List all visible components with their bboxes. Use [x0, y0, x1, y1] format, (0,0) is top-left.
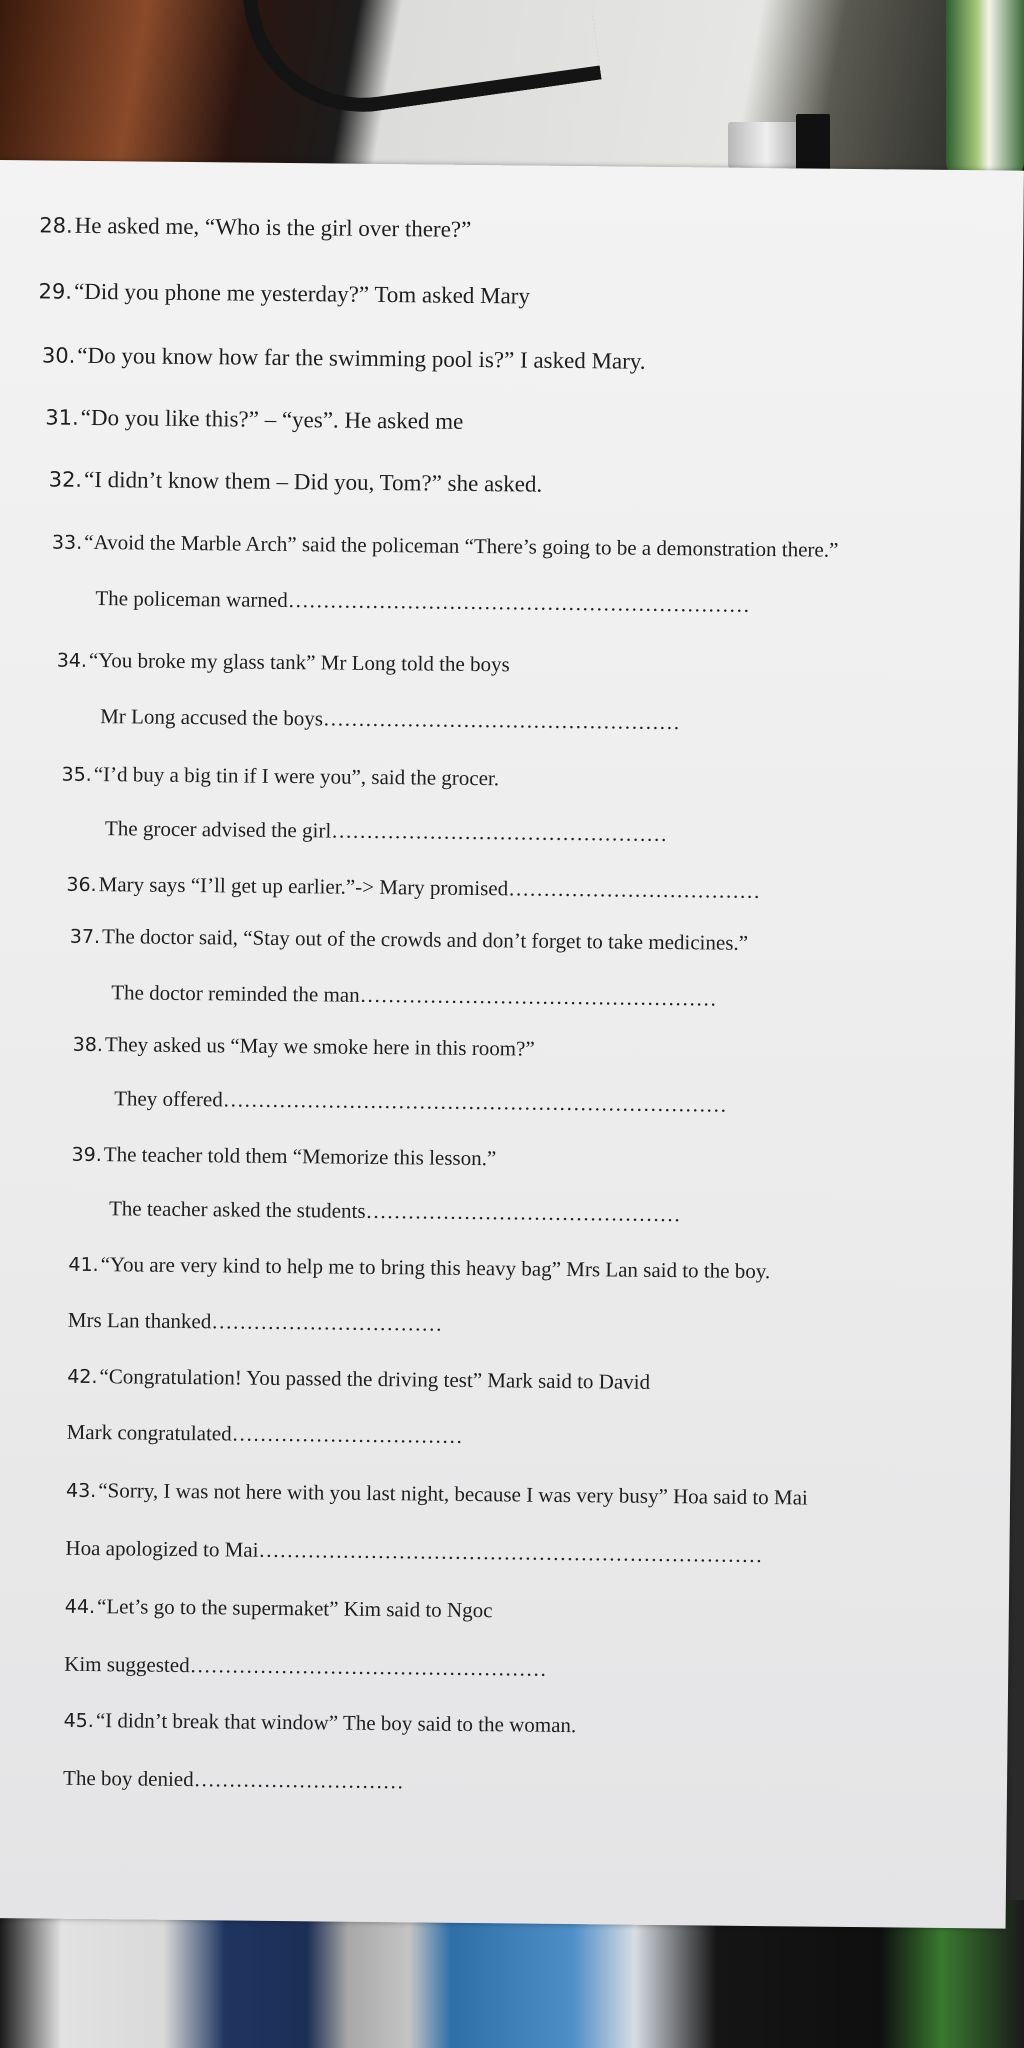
- question-text: “Sorry, I was not here with you last night, because I was very busy” Hoa said to Mai: [98, 1478, 808, 1510]
- answer-line-34: Mr Long accused the boys……………………………………………: [100, 704, 681, 735]
- question-text: “Do you like this?” – “yes”. He asked me: [80, 404, 464, 434]
- answer-line-35: The grocer advised the girl…………………………………………: [104, 816, 668, 847]
- question-text: The doctor said, “Stay out of the crowds and don’t forget to take medicines.”: [101, 924, 749, 955]
- question-32: [49, 467, 543, 498]
- question-number: 42.: [67, 1365, 98, 1389]
- question-number: 38.: [72, 1033, 104, 1057]
- question-text: “Avoid the Marble Arch” said the policeman “There’s going to be a demonstration there.”: [84, 529, 839, 562]
- question-34: [57, 647, 510, 679]
- question-42: [67, 1363, 650, 1396]
- question-text: “I didn’t break that window” The boy said to the woman.: [95, 1708, 577, 1738]
- question-text: “I’d buy a big tin if I were you”, said the grocer.: [93, 762, 500, 791]
- question-number: 29.: [38, 279, 73, 304]
- question-number: 36.: [66, 873, 97, 897]
- question-30: [42, 342, 646, 374]
- question-number: 31.: [45, 405, 79, 430]
- question-text: “Let’s go to the supermaket” Kim said to Ngoc: [96, 1594, 493, 1623]
- question-text: Mary says “I’ll get up earlier.”-> Mary promised………………………………: [98, 872, 761, 903]
- question-number: 39.: [71, 1143, 102, 1167]
- answer-line-38: They offered………………………………………………………………: [114, 1086, 727, 1117]
- question-number: 45.: [63, 1709, 94, 1733]
- question-number: 34.: [56, 649, 88, 672]
- question-number: 35.: [61, 763, 92, 786]
- question-31: [45, 404, 463, 434]
- answer-line-42: Mark congratulated……………………………: [66, 1419, 463, 1448]
- answer-line-43: Hoa apologized to Mai………………………………………………………………: [65, 1535, 763, 1568]
- usb-cap: [796, 114, 830, 176]
- question-43: [66, 1477, 808, 1512]
- question-35: [61, 761, 499, 793]
- question-number: 33.: [51, 531, 83, 554]
- question-37: [70, 923, 748, 957]
- question-text: “Do you know how far the swimming pool is?” I asked Mary.: [77, 342, 646, 374]
- answer-line-45: The boy denied…………………………: [62, 1765, 404, 1794]
- question-text: “I didn’t know them – Did you, Tom?” she asked.: [83, 466, 543, 497]
- question-text: They asked us “May we smoke here in this room?”: [104, 1032, 535, 1061]
- question-38: [73, 1031, 535, 1063]
- question-41: [68, 1251, 770, 1285]
- question-45: [64, 1707, 577, 1739]
- answer-line-44: Kim suggested……………………………………………: [64, 1651, 547, 1681]
- question-number: 44.: [64, 1595, 96, 1619]
- question-36: [66, 871, 760, 905]
- answer-line-37: The doctor reminded the man……………………………………………: [111, 980, 717, 1011]
- question-33: [52, 529, 839, 564]
- answer-line-39: The teacher asked the students………………………………………: [108, 1196, 681, 1227]
- question-number: 32.: [48, 467, 83, 492]
- answer-line-33: The policeman warned…………………………………………………………: [95, 586, 750, 617]
- question-text: The teacher told them “Memorize this lesson.”: [103, 1142, 497, 1171]
- question-44: [65, 1593, 493, 1624]
- answer-line-41: Mrs Lan thanked……………………………: [67, 1307, 443, 1336]
- question-number: 28.: [39, 213, 73, 238]
- question-number: 30.: [41, 343, 76, 368]
- question-number: 43.: [65, 1479, 97, 1503]
- question-text: He asked me, “Who is the girl over there?”: [74, 212, 472, 242]
- question-text: “You are very kind to help me to bring this heavy bag” Mrs Lan said to the boy.: [100, 1252, 771, 1284]
- question-29: [38, 278, 530, 309]
- question-text: “You broke my glass tank” Mr Long told the boys: [88, 647, 510, 677]
- question-text: “Congratulation! You passed the driving test” Mark said to David: [99, 1364, 651, 1394]
- worksheet-paper: [0, 160, 1024, 1929]
- question-number: 41.: [68, 1253, 99, 1277]
- question-text: “Did you phone me yesterday?” Tom asked Mary: [73, 278, 531, 309]
- question-39: [71, 1141, 496, 1172]
- question-28: [39, 212, 471, 243]
- question-number: 37.: [69, 925, 101, 949]
- bottle: [946, 0, 1024, 180]
